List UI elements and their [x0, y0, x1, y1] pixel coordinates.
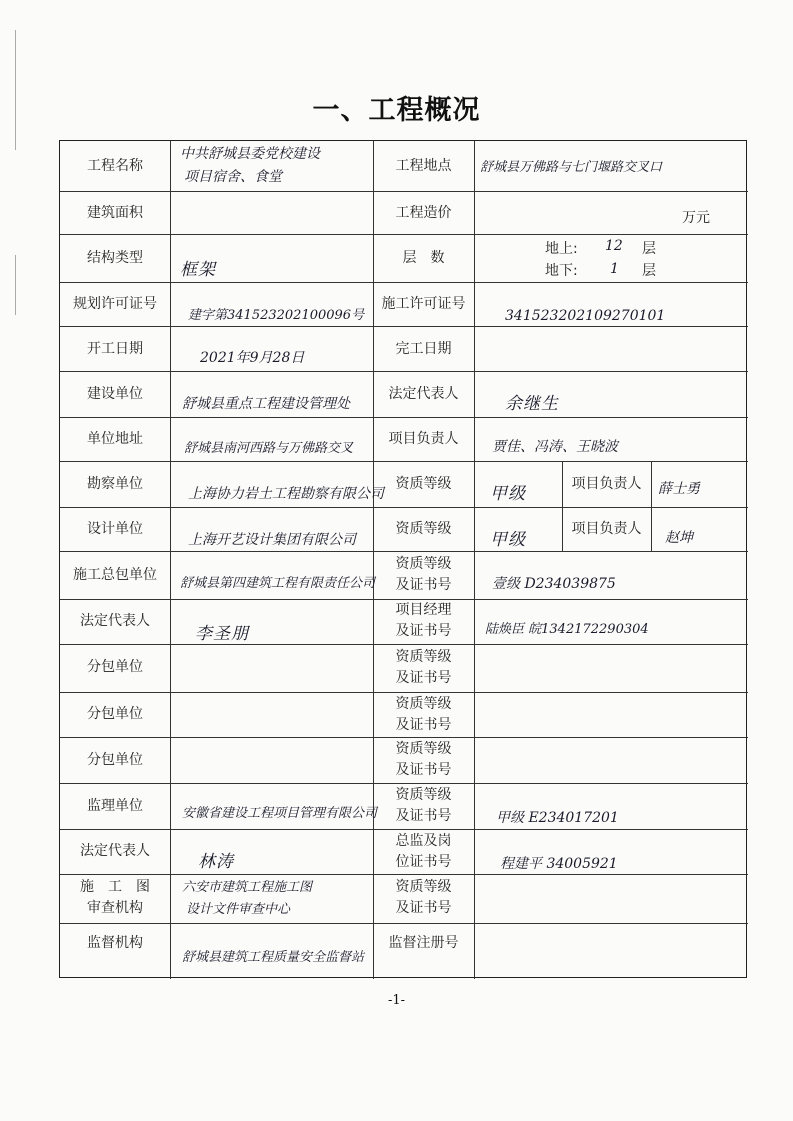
sub1-qual-label-line1: 资质等级 — [395, 649, 452, 665]
chief-supervisor-label-line2: 位证书号 — [395, 854, 452, 870]
construction-permit-label: 施工许可证号 — [381, 296, 466, 312]
construction-permit-value: 341523202109270101 — [505, 308, 666, 324]
project-overview-table — [59, 140, 747, 978]
review-qual-label-line1: 资质等级 — [395, 879, 452, 895]
below-ground-label: 地下: — [545, 263, 578, 279]
sub1-qual-label-line2: 及证书号 — [395, 670, 452, 686]
review-agency-value-line2: 设计文件审查中心 — [186, 902, 291, 917]
sub2-qual-label-line1: 资质等级 — [395, 696, 452, 712]
project-cost-label: 工程造价 — [395, 205, 452, 221]
project-name-value-line2: 项目宿舍、食堂 — [184, 169, 282, 185]
oversight-agency-value: 舒城县建筑工程质量安全监督站 — [182, 950, 365, 965]
design-unit-value: 上海开艺设计集团有限公司 — [188, 532, 356, 548]
grid-line — [60, 737, 748, 738]
design-qualification-label: 资质等级 — [395, 521, 452, 537]
planning-permit-value: 建字第341523202100096号 — [188, 308, 365, 323]
project-leader-label: 项目负责人 — [388, 431, 459, 447]
grid-line — [60, 191, 748, 192]
scan-edge-mark — [15, 255, 16, 315]
grid-line — [651, 461, 652, 551]
contractor-legal-rep-value: 李圣朋 — [195, 624, 249, 644]
page-number: -1- — [387, 993, 406, 1008]
contractor-qual-label-line1: 资质等级 — [395, 556, 452, 572]
drawing-review-label-line1: 施 工 图 — [80, 879, 150, 895]
survey-unit-value: 上海协力岩土工程勘察有限公司 — [188, 486, 384, 502]
grid-line — [60, 874, 748, 875]
design-leader-label: 项目负责人 — [571, 521, 642, 537]
subcontractor-label-2: 分包单位 — [87, 706, 143, 722]
contractor-pm-value: 陆焕臣 皖1342172290304 — [485, 622, 649, 637]
grid-line — [60, 282, 748, 283]
above-ground-label: 地上: — [545, 241, 578, 257]
floor-unit-below: 层 — [642, 263, 656, 279]
grid-line — [60, 417, 748, 418]
project-location-value: 舒城县万佛路与七门堰路交叉口 — [480, 160, 663, 175]
general-contractor-label: 施工总包单位 — [73, 567, 157, 583]
survey-leader-value: 薛士勇 — [658, 481, 700, 497]
subcontractor-label-1: 分包单位 — [87, 659, 143, 675]
structure-type-value: 框架 — [180, 260, 216, 280]
developer-legal-rep-value: 余继生 — [505, 394, 559, 414]
grid-line — [170, 141, 171, 979]
review-qual-label-line2: 及证书号 — [395, 900, 452, 916]
project-location-label: 工程地点 — [395, 158, 452, 174]
supervision-unit-value: 安徽省建设工程项目管理有限公司 — [182, 806, 378, 821]
floors-above-value: 12 — [605, 238, 623, 254]
supervision-qual-label-line2: 及证书号 — [395, 808, 452, 824]
developer-value: 舒城县重点工程建设管理处 — [182, 396, 350, 412]
building-area-label: 建筑面积 — [87, 205, 143, 221]
sub3-qual-label-line2: 及证书号 — [395, 762, 452, 778]
sub3-qual-label-line1: 资质等级 — [395, 741, 452, 757]
review-agency-value-line1: 六安市建筑工程施工图 — [182, 880, 313, 895]
grid-line — [60, 644, 748, 645]
design-leader-value: 赵坤 — [665, 530, 693, 546]
general-contractor-value: 舒城县第四建筑工程有限责任公司 — [180, 576, 376, 591]
supervision-qual-value: 甲级 E234017201 — [496, 810, 619, 826]
project-name-label: 工程名称 — [87, 158, 143, 174]
pm-cert-label-line2: 及证书号 — [395, 623, 452, 639]
subcontractor-label-3: 分包单位 — [87, 752, 143, 768]
grid-line — [60, 829, 748, 830]
survey-qualification-label: 资质等级 — [395, 476, 452, 492]
contractor-qual-value: 壹级 D234039875 — [492, 576, 616, 592]
oversight-reg-label: 监督注册号 — [388, 935, 459, 951]
design-unit-label: 设计单位 — [87, 521, 143, 537]
unit-address-value: 舒城县南河西路与万佛路交叉 — [184, 441, 354, 456]
pm-cert-label-line1: 项目经理 — [395, 602, 452, 618]
contractor-qual-label-line2: 及证书号 — [395, 577, 452, 593]
grid-line — [60, 551, 748, 552]
project-name-value-line1: 中共舒城县委党校建设 — [180, 146, 320, 162]
grid-line — [60, 507, 748, 508]
structure-type-label: 结构类型 — [87, 250, 143, 266]
grid-line — [60, 461, 748, 462]
grid-line — [60, 692, 748, 693]
page-title: 一、工程概况 — [312, 95, 481, 126]
survey-qual-value: 甲级 — [490, 484, 526, 504]
chief-supervisor-label-line1: 总监及岗 — [395, 833, 452, 849]
start-date-label: 开工日期 — [87, 341, 143, 357]
start-date-value: 2021年9月28日 — [200, 350, 305, 366]
contractor-legal-rep-label: 法定代表人 — [80, 613, 150, 629]
survey-unit-label: 勘察单位 — [87, 476, 143, 492]
survey-leader-label: 项目负责人 — [571, 476, 642, 492]
supervision-legal-rep-value: 林涛 — [198, 852, 234, 872]
floors-label: 层 数 — [402, 250, 445, 266]
grid-line — [474, 141, 475, 979]
supervision-qual-label-line1: 资质等级 — [395, 787, 452, 803]
chief-supervisor-value: 程建平 34005921 — [500, 856, 618, 872]
completion-date-label: 完工日期 — [395, 341, 452, 357]
unit-address-label: 单位地址 — [87, 431, 143, 447]
grid-line — [60, 371, 748, 372]
design-qual-value: 甲级 — [490, 530, 526, 550]
floor-unit-above: 层 — [642, 241, 656, 257]
floors-below-value: 1 — [610, 261, 619, 277]
developer-label: 建设单位 — [87, 386, 143, 402]
oversight-agency-label: 监督机构 — [87, 935, 143, 951]
legal-rep-label: 法定代表人 — [388, 386, 459, 402]
planning-permit-label: 规划许可证号 — [73, 296, 157, 312]
grid-line — [60, 923, 748, 924]
drawing-review-label-line2: 审查机构 — [87, 900, 143, 916]
grid-line — [60, 234, 748, 235]
supervision-legal-rep-label: 法定代表人 — [80, 843, 150, 859]
sub2-qual-label-line2: 及证书号 — [395, 717, 452, 733]
cost-unit: 万元 — [682, 210, 710, 226]
developer-leaders-value: 贾佳、冯涛、王晓波 — [492, 439, 618, 455]
supervision-unit-label: 监理单位 — [87, 798, 143, 814]
grid-line — [60, 783, 748, 784]
